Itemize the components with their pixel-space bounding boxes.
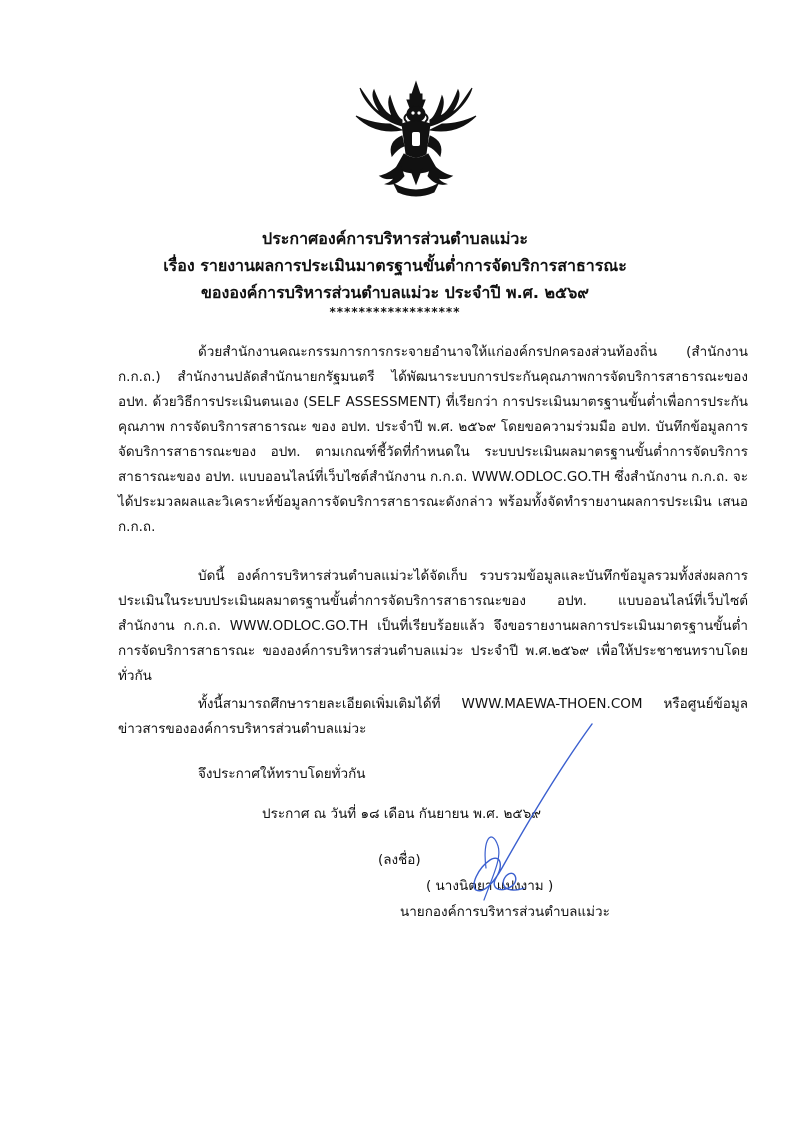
separator-stars: ****************** [329,305,461,319]
paragraph-more-info: ทั้งนี้สามารถศึกษารายละเอียดเพิ่มเติมได้ที่ WWW.MAEWA-THOEN.COM หรือศูนย์ข้อมูลข่าวสารขององค์การบริหารส่วนตำบลแม่วะ [118,696,748,737]
paragraph-report: บัดนี้ องค์การบริหารส่วนตำบลแม่วะได้จัดเก็บ รวบรวมข้อมูลและบันทึกข้อมูลรวมทั้งส่งผลการประเมินในระบบประเมินผลมาตรฐานขั้นต่ำการจัดบริการสาธารณะของ อปท. แบบออนไลน์ที่เว็บไซต์ สำนักงาน ก.ก.ถ. WWW.ODLOC.GO.TH เป็นที่เรียบร้อยแล้ว จึงขอรายงานผลการประเมินมาตรฐานขั้นต่ำการจัดบริการสาธารณะ ขององค์การบริหารส่วนตำบลแม่วะ ประจำปี พ.ศ.๒๕๖๙ เพื่อให้ประชาชนทราบโดยทั่วกัน [118,568,748,684]
signer-position: นายกองค์การบริหารส่วนตำบลแม่วะ [400,904,610,920]
signer-name: ( นางนิตยา แปงงาม ) [426,878,554,894]
heading-subject: เรื่อง รายงานผลการประเมินมาตรฐานขั้นต่ำการจัดบริการสาธารณะ [163,256,627,275]
garuda-emblem-icon [350,80,482,198]
announcement-date: ประกาศ ณ วันที่ ๑๘ เดือน กันยายน พ.ศ. ๒๕๖๙ [262,806,542,822]
heading-title: ประกาศองค์การบริหารส่วนตำบลแม่วะ [262,229,528,248]
paragraph-background: ด้วยสำนักงานคณะกรรมการการกระจายอำนาจให้แก่องค์กรปกครองส่วนท้องถิ่น (สำนักงาน ก.ก.ถ.) สำนักงานปลัดสำนักนายกรัฐมนตรี ได้พัฒนาระบบการประกันคุณภาพการจัดบริการสาธารณะของ อปท. ด้วยวิธีการประเมินตนเอง (SELF ASSESSMENT) ที่เรียกว่า การประเมินมาตรฐานขั้นต่ำเพื่อการประกันคุณภาพ การจัดบริการสาธารณะ ของ อปท. ประจำปี พ.ศ. ๒๕๖๙ โดยขอความร่วมมือ อปท. บันทึกข้อมูลการจัดบริการสาธารณะของ อปท. ตามเกณฑ์ชี้วัดที่กำหนดใน ระบบประเมินผลมาตรฐานขั้นต่ำการจัดบริการสาธารณะของ อปท. แบบออนไลน์ที่เว็บไซต์สำนักงาน ก.ก.ถ. WWW.ODLOC.GO.TH ซึ่งสำนักงาน ก.ก.ถ. จะได้ประมวลผลและวิเคราะห์ข้อมูลการจัดบริการสาธารณะดังกล่าว พร้อมทั้งจัดทำรายงานผลการประเมิน เสนอ ก.ก.ถ. [118,344,748,535]
announce-line: จึงประกาศให้ทราบโดยทั่วกัน [198,766,366,782]
heading-subject-continued: ขององค์การบริหารส่วนตำบลแม่วะ ประจำปี พ.ศ. ๒๕๖๙ [200,283,590,302]
signed-label: (ลงชื่อ) [378,852,421,868]
